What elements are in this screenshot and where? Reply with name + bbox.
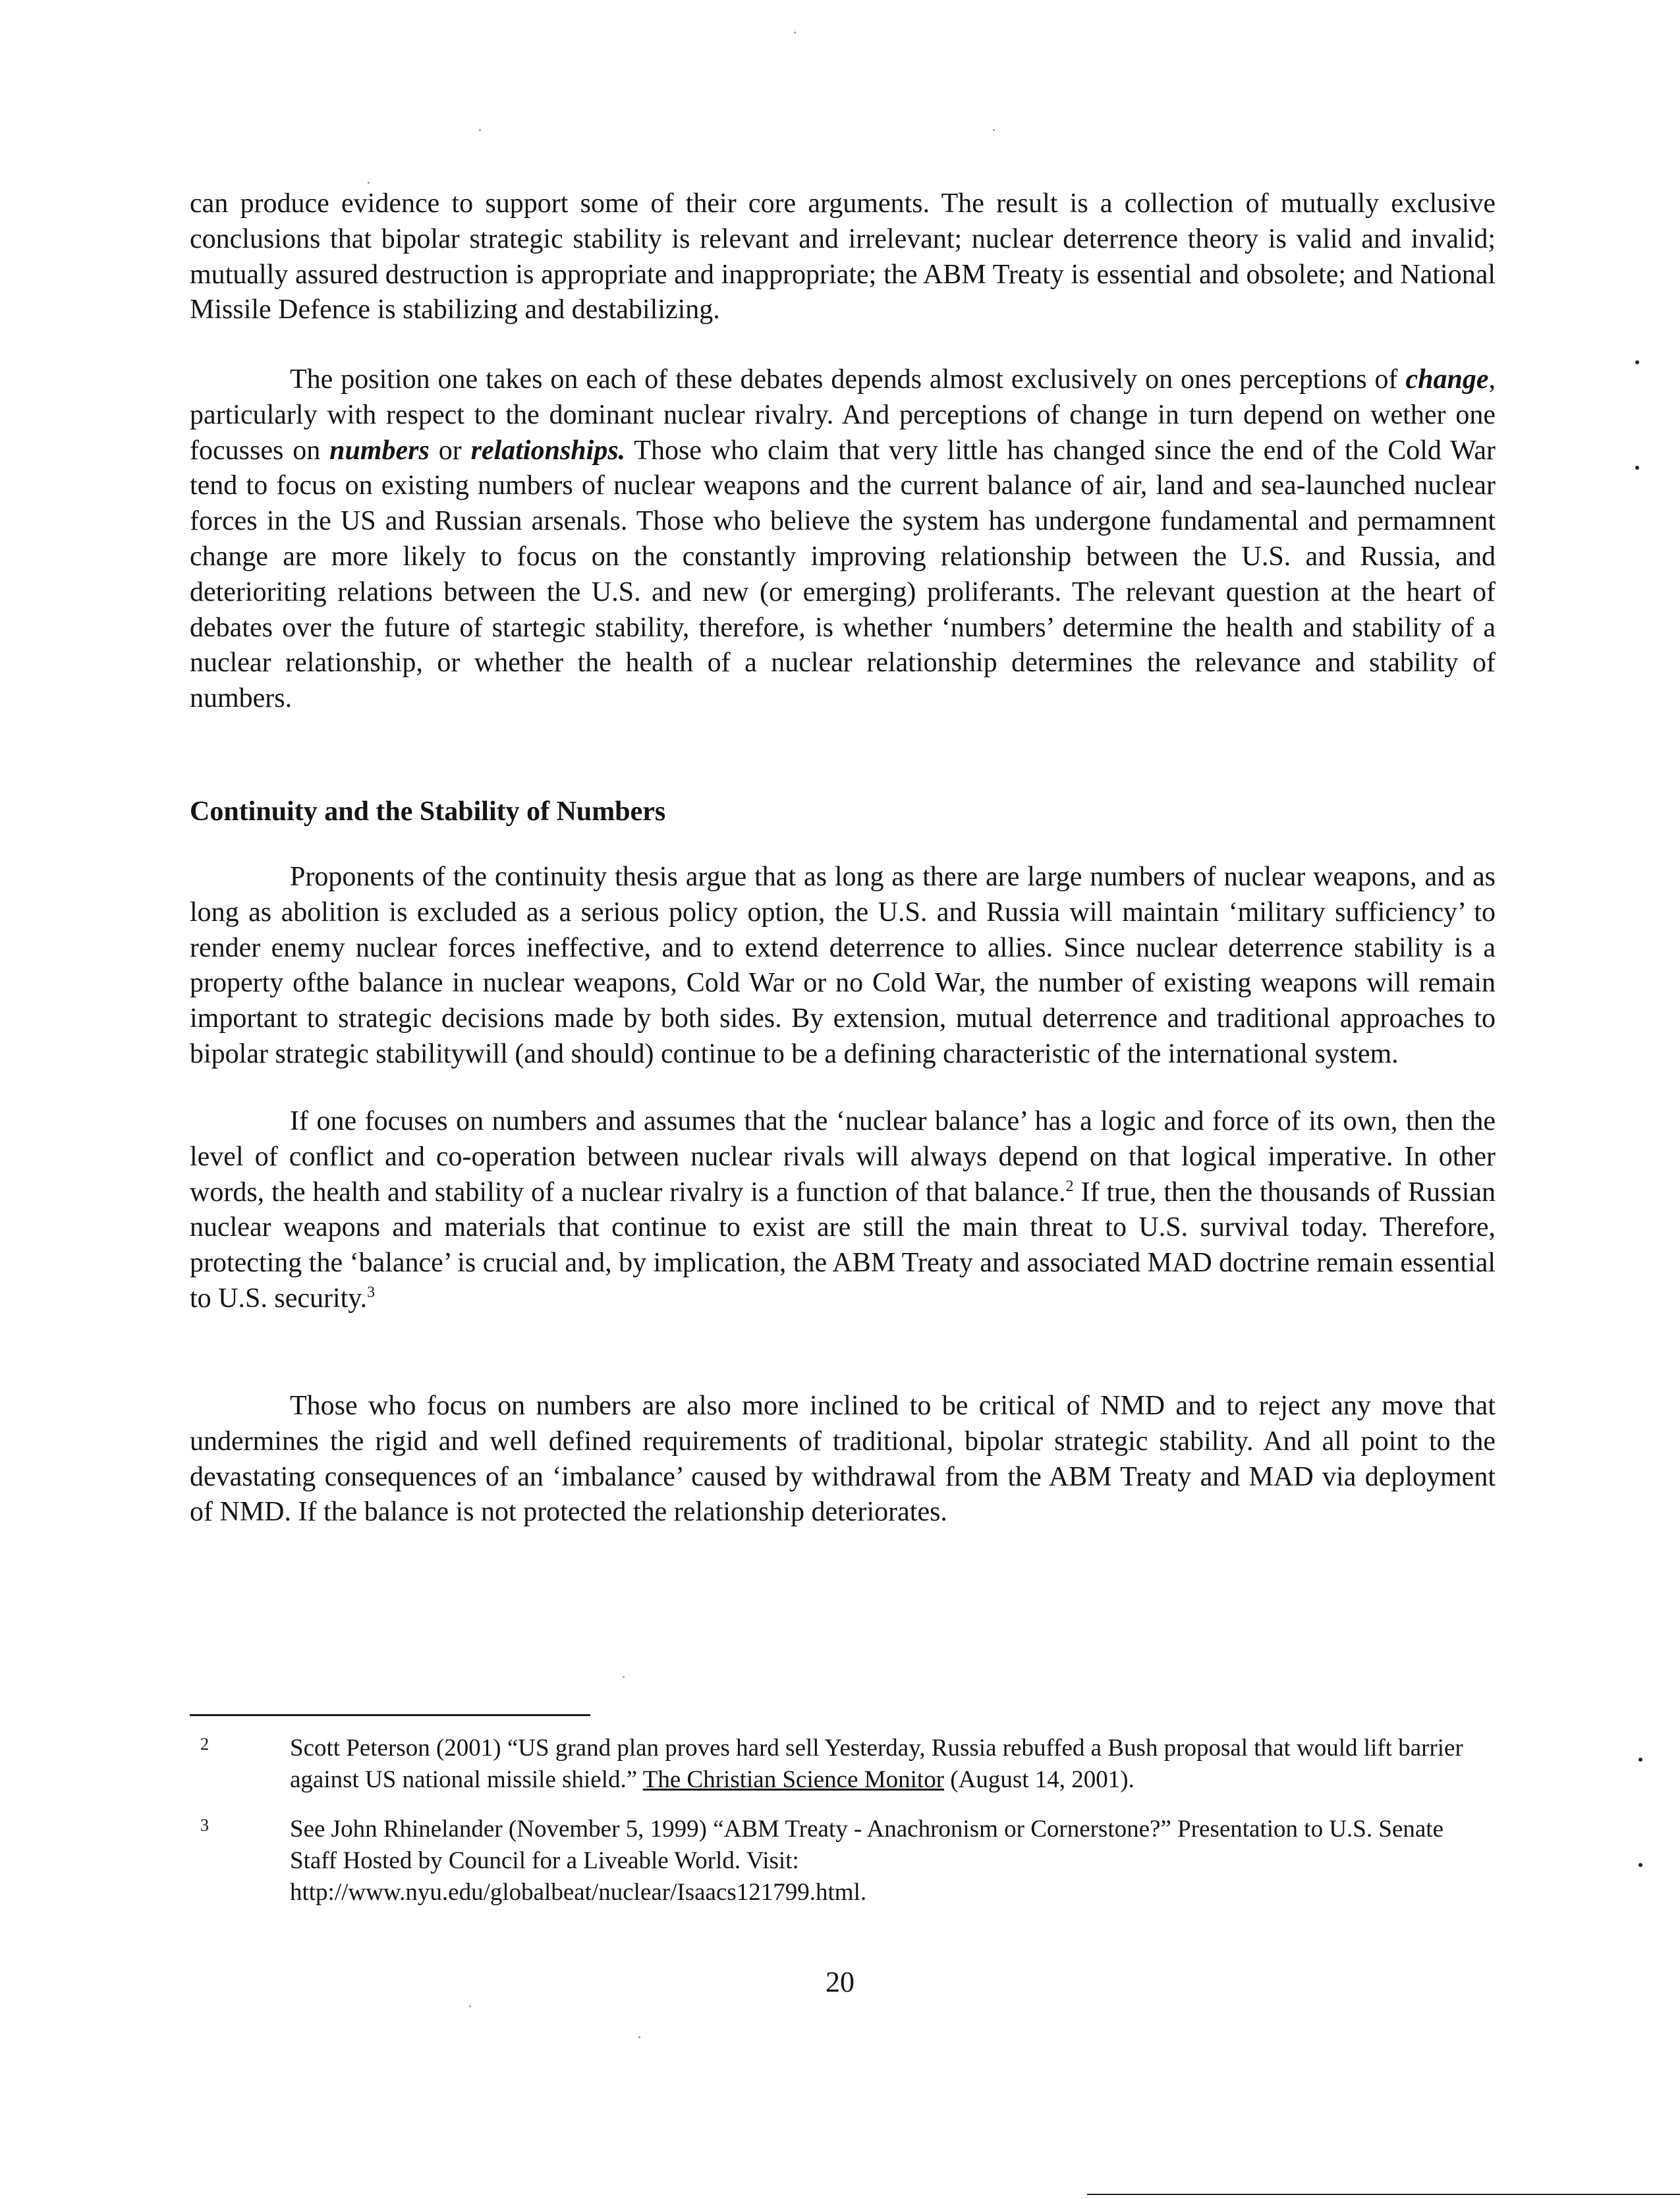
paragraph-4 <box>190 1104 1496 1317</box>
footnote-ref-3[interactable]: 3 <box>367 1283 376 1301</box>
scan-speck <box>479 129 481 131</box>
paragraph-2-text-c: or <box>429 435 471 466</box>
footnote-3 <box>190 1814 1496 1908</box>
footnote-text <box>290 1814 1496 1908</box>
footnote-number: 2 <box>200 1735 209 1754</box>
paragraph-1: can produce evidence to support some of their core arguments. The result is a collection of mutually exclusive conclusions that bipolar strategic stability is relevant and irrelevant; nuclear deterrence theory is valid and invalid; mutually assured destruction is appropriate and inappropriate; the ABM Treaty is essential and obsolete; and National Missile Defence is stabilizing and destabilizing. <box>190 188 1496 325</box>
paragraph-2-text-d: Those who claim that very little has changed since the end of the Cold War tend to focus on existing numbers of nuclear weapons and the current balance of air, land and sea-launched nuclear forces in the US and Russian arsenals. Those who believe the system has undergone fundamental and permamnent change are more likely to focus on the constantly improving relationship between the U.S. and Russia, and deterioriting relations between the U.S. and new (or emerging) proliferants. The relevant question at the heart of debates over the future of startegic stability, therefore, is whether ‘numbers’ determine the health and stability of a nuclear relationship, or whether the health of a nuclear relationship determines the relevance and stability of numbers. <box>190 435 1496 714</box>
scan-speck <box>1635 360 1639 364</box>
paragraph-2-text-a: The position one takes on each of these debates depends almost exclusively on ones perceptions of <box>290 364 1406 395</box>
footnote-2-text-a: Scott Peterson (2001) “US grand plan proves hard sell Yesterday, Russia rebuffed a Bush proposal that would lift barrier against US national missile shield.” <box>290 1735 1463 1793</box>
paragraph-2 <box>190 362 1496 717</box>
emphasis-relationships: relationships. <box>470 435 626 466</box>
footnote-text <box>290 1733 1496 1796</box>
footnote-number: 3 <box>200 1816 209 1835</box>
footnote-url-link[interactable]: http://www.nyu.edu/globalbeat/nuclear/Isaacs121799.html. <box>290 1879 867 1906</box>
paragraph-4-text-a: If one focuses on numbers and assumes that the ‘nuclear balance’ has a logic and force of its own, then the level of conflict and co-operation between nuclear rivals will always depend on that logical imperative. In other words, the health and stability of a nuclear rivalry is a function of that balance. <box>190 1106 1496 1208</box>
scan-speck <box>623 1676 625 1678</box>
emphasis-numbers: numbers <box>329 435 430 466</box>
footnote-ref-2[interactable]: 2 <box>1065 1177 1074 1195</box>
scan-edge-line <box>1087 2194 1680 2195</box>
paragraph-2-text-b: , particularly with respect to the dominant nuclear rivalry. And perceptions of change in turn depend on wether one focusses on <box>190 364 1496 466</box>
scan-speck <box>993 129 995 131</box>
section-heading: Continuity and the Stability of Numbers <box>190 796 666 827</box>
scan-speck <box>794 32 796 34</box>
publication-title: The Christian Science Monitor <box>642 1766 945 1793</box>
scan-speck <box>368 182 370 184</box>
scan-speck <box>469 2005 471 2007</box>
scan-speck <box>1638 1863 1642 1867</box>
footnote-2 <box>190 1733 1496 1796</box>
emphasis-change: change <box>1405 364 1489 395</box>
paragraph-5: Those who focus on numbers are also more inclined to be critical of NMD and to reject any move that undermines the rigid and well defined requirements of traditional, bipolar strategic stability. And all point to the devastating consequences of an ‘imbalance’ caused by withdrawal from the ABM Treaty and MAD via deployment of NMD. If the balance is not protected the relationship deteriorates. <box>190 1391 1496 1528</box>
scan-speck <box>638 2036 640 2038</box>
paragraph-3: Proponents of the continuity thesis argue that as long as there are large numbers of nuclear weapons, and as long as abolition is excluded as a serious policy option, the U.S. and Russia will maintain ‘military sufficiency’ to render enemy nuclear forces ineffective, and to extend deterrence to allies. Since nuclear deterrence stability is a property ofthe balance in nuclear weapons, Cold War or no Cold War, the number of existing weapons will remain important to strategic decisions made by both sides. By extension, mutual deterrence and traditional approaches to bipolar strategic stabilitywill (and should) continue to be a defining characteristic of the international system. <box>190 862 1496 1069</box>
scan-speck <box>1635 466 1639 470</box>
scan-speck <box>1638 1758 1642 1762</box>
footnote-divider <box>190 1714 590 1716</box>
paragraph-4-text-b: If true, then the thousands of Russian nuclear weapons and materials that continue to exist are still the main threat to U.S. survival today. Therefore, protecting the ‘balance’ is crucial and, by implication, the ABM Treaty and associated MAD doctrine remain essential to U.S. security. <box>190 1177 1496 1314</box>
page-number: 20 <box>826 1966 854 1998</box>
footnote-2-text-b: (August 14, 2001). <box>944 1766 1134 1793</box>
footnote-3-text: See John Rhinelander (November 5, 1999) “ABM Treaty - Anachronism or Cornerstone?” Presentation to U.S. Senate Staff Hosted by Council for a Liveable World. Visit: <box>290 1816 1443 1874</box>
